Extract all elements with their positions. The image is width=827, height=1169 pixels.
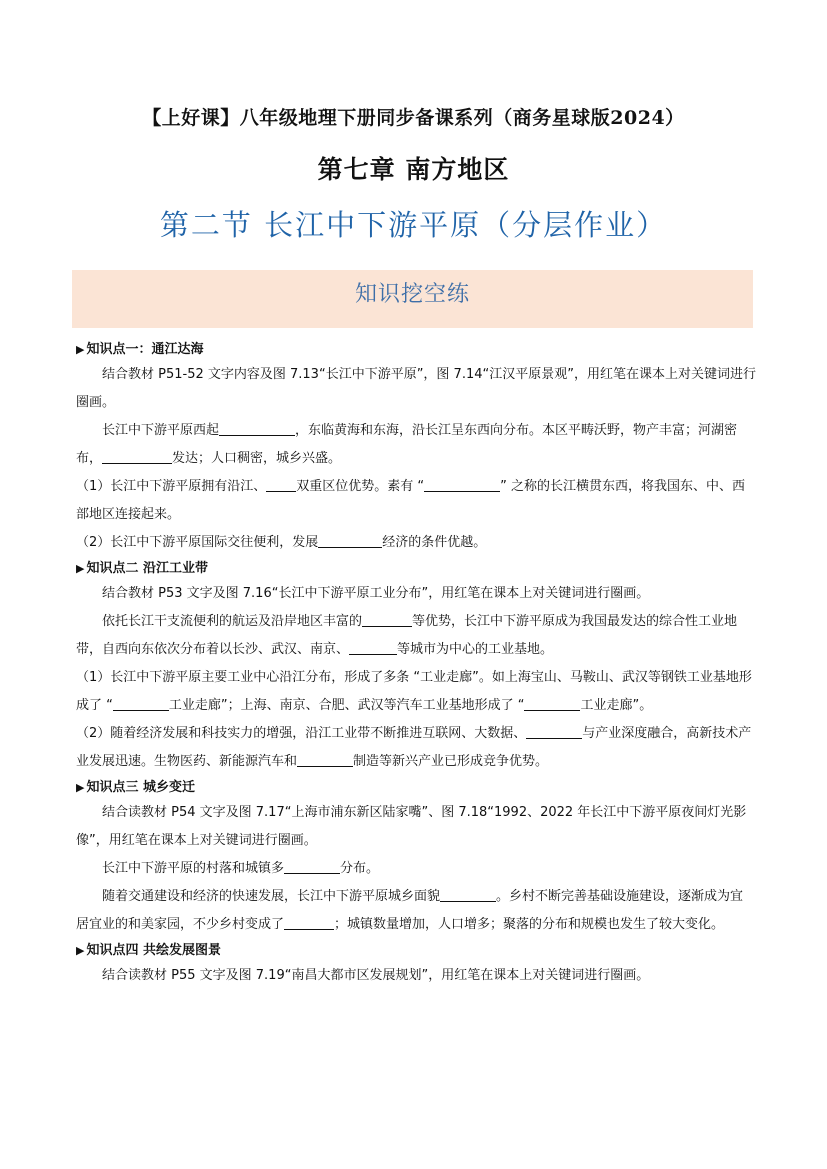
fill-blank[interactable] (102, 449, 172, 464)
knowledge-point-2-heading (76, 558, 756, 580)
kp2-paragraph: 依托长江干支流便利的航运及沿岸地区丰富的 等优势，长江中下游平原成为我国最发达的综合性工业地带，自西向东依次分布着以长沙、武汉、南京、 等城市为中心的工业基地。 (76, 614, 738, 657)
fill-blank[interactable] (349, 640, 397, 655)
fill-blank[interactable] (526, 724, 582, 739)
fill-blank[interactable] (424, 477, 500, 492)
kp3-paragraph-2: 随着交通建设和经济的快速发展，长江中下游平原城乡面貌 。乡村不断完善基础设施建设，逐渐成为宜居宜业的和美家园，不少乡村变成了 ；城镇数量增加，人口增多；聚落的分布和规模也发生了较大变化。 (76, 889, 744, 932)
kp1-intro: 结合教材 P51-52 文字内容及图 7.13“长江中下游平原”，图 7.14“江汉平原景观”，用红笔在课本上对关键词进行圈画。 (76, 367, 756, 410)
worksheet-content (76, 338, 756, 990)
kp1-question-2: （2）长江中下游平原国际交往便利，发展 经济的条件优越。 (76, 535, 487, 550)
fill-blank[interactable] (266, 477, 296, 492)
triangle-bullet-icon: ▶ (76, 562, 85, 575)
fill-blank[interactable] (362, 612, 412, 627)
kp3-intro: 结合读教材 P54 文字及图 7.17“上海市浦东新区陆家嘴”、图 7.18“1992、2022 年长江中下游平原夜间灯光影像”，用红笔在课本上对关键词进行圈画。 (76, 805, 747, 848)
triangle-bullet-icon: ▶ (76, 343, 85, 356)
triangle-bullet-icon: ▶ (76, 944, 85, 957)
banner-label: 知识挖空练 (354, 282, 470, 307)
kp3-paragraph-1: 长江中下游平原的村落和城镇多 分布。 (102, 861, 380, 876)
kp2-question-1: （1）长江中下游平原主要工业中心沿江分布，形成了多条 “工业走廊”。如上海宝山、马鞍山、武汉等钢铁工业基地形成了 “ 工业走廊”；上海、南京、合肥、武汉等汽车工业基地形成了 “ 工业走廊”。 (76, 670, 752, 713)
fill-blank[interactable] (318, 533, 382, 548)
fill-blank[interactable] (284, 859, 340, 874)
fill-blank[interactable] (524, 696, 580, 711)
fill-blank[interactable] (113, 696, 169, 711)
fill-blank[interactable] (440, 887, 496, 902)
kp2-intro: 结合教材 P53 文字及图 7.16“长江中下游平原工业分布”，用红笔在课本上对关键词进行圈画。 (102, 586, 650, 601)
kp2-title: 知识点二 沿江工业带 (86, 561, 208, 576)
section-title: 第二节 长江中下游平原（分层作业） (159, 208, 668, 242)
fill-blank[interactable] (219, 421, 295, 436)
fill-blank[interactable] (284, 915, 334, 930)
kp1-question-1: （1）长江中下游平原拥有沿江、 双重区位优势。素有 “ ” 之称的长江横贯东西，将我国东、中、西部地区连接起来。 (76, 479, 746, 522)
kp4-title: 知识点四 共绘发展图景 (86, 943, 221, 958)
kp4-intro: 结合读教材 P55 文字及图 7.19“南昌大都市区发展规划”，用红笔在课本上对关键词进行圈画。 (102, 968, 650, 983)
series-title: 【上好课】八年级地理下册同步备课系列（商务星球版2024） (142, 107, 685, 129)
section-banner (72, 270, 753, 328)
kp1-paragraph: 长江中下游平原西起 ，东临黄海和东海，沿长江呈东西向分布。本区平畴沃野，物产丰富；河湖密布， 发达；人口稠密，城乡兴盛。 (76, 423, 738, 466)
fill-blank[interactable] (297, 752, 353, 767)
chapter-title: 第七章 南方地区 (317, 155, 510, 184)
kp2-question-2: （2）随着经济发展和科技实力的增强，沿江工业带不断推进互联网、大数据、 与产业深度融合，高新技术产业发展迅速。生物医药、新能源汽车和 制造等新兴产业已形成竞争优势。 (76, 726, 752, 769)
knowledge-point-3-heading (76, 777, 756, 799)
kp1-title: 知识点一：通江达海 (86, 342, 204, 357)
knowledge-point-1-heading (76, 339, 756, 361)
knowledge-point-4-heading (76, 940, 756, 962)
triangle-bullet-icon: ▶ (76, 781, 85, 794)
kp3-title: 知识点三 城乡变迁 (86, 780, 195, 795)
